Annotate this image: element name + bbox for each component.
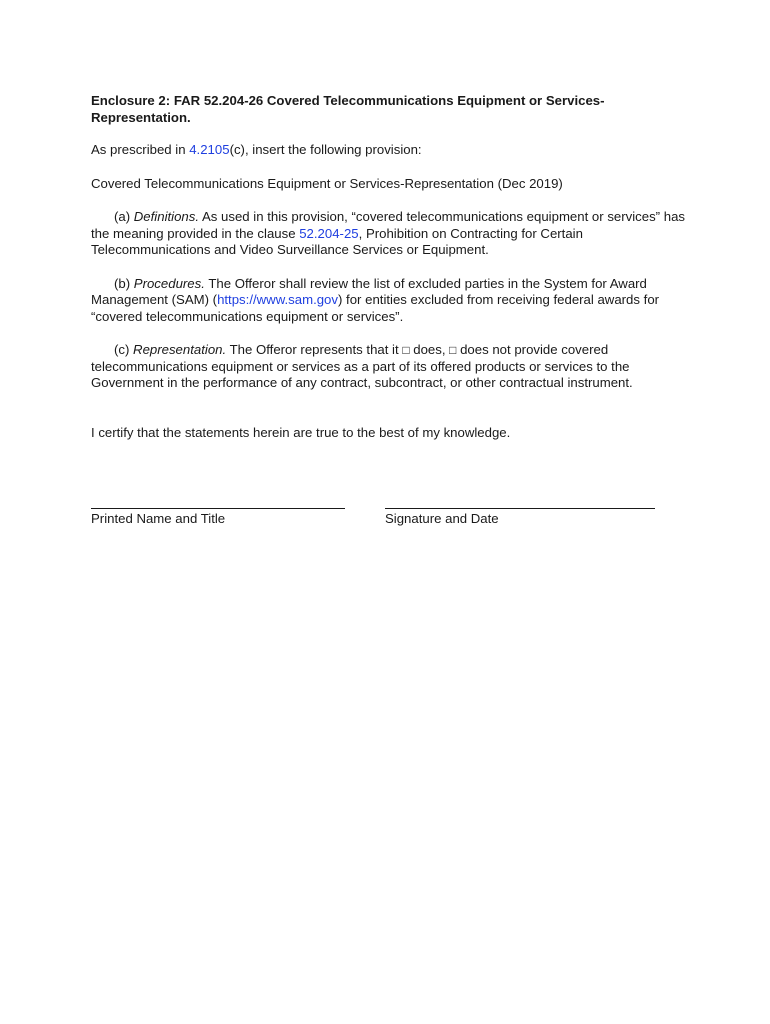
procedures-text: The Offeror shall review the list of excluded parties in the System for Award Management (SAM) (: [91, 275, 647, 307]
link-4-2105[interactable]: 4.2105: [189, 142, 230, 157]
procedures-paragraph: [91, 276, 691, 326]
does-not-checkbox[interactable]: □: [449, 343, 457, 357]
signature-label: Signature and Date: [385, 511, 499, 526]
link-52-204-25[interactable]: 52.204-25: [299, 225, 359, 241]
prescribed-after: (c), insert the following provision:: [229, 142, 422, 157]
prescribed-paragraph: [91, 142, 691, 159]
signature-row: [91, 492, 691, 532]
signature-line[interactable]: [385, 492, 655, 509]
representation-prefix: (c): [114, 342, 134, 357]
procedures-text-end: ) for entities excluded from receiving federal awards for “covered telecommunications equipment or services”.: [91, 292, 660, 324]
definitions-paragraph: [91, 209, 691, 259]
printed-name-line[interactable]: [91, 492, 345, 509]
prescribed-before: As prescribed in: [91, 142, 190, 157]
procedures-prefix: (b): [114, 275, 134, 291]
does-checkbox[interactable]: □: [402, 343, 410, 357]
definitions-text: As used in this provision, “covered telecommunications equipment or services” has the meaning provided in the clause: [91, 209, 685, 241]
representation-paragraph: [91, 342, 691, 392]
representation-term: Representation.: [133, 342, 227, 357]
printed-name-label: Printed Name and Title: [91, 511, 226, 526]
definitions-term: Definitions.: [133, 209, 200, 224]
certify-statement: I certify that the statements herein are true to the best of my knowledge.: [91, 424, 511, 440]
representation-text-1: The Offeror represents that it: [226, 342, 403, 357]
representation-text-3: does not provide covered telecommunications equipment or services as a part of its offered products or services to the Government in the performance of any contract, subcontract, or other contractual instrument.: [91, 342, 633, 390]
document-body: [91, 93, 691, 458]
link-sam-gov[interactable]: https://www.sam.gov: [217, 292, 338, 307]
definitions-text-end: , Prohibition on Contracting for Certain Telecommunications and Video Surveillance Services or Equipment.: [91, 225, 583, 257]
procedures-term: Procedures.: [133, 275, 205, 291]
printed-name-block: [91, 492, 345, 528]
provision-title: Covered Telecommunications Equipment or Services-Representation (Dec 2019): [91, 175, 563, 191]
definitions-prefix: (a): [114, 209, 134, 224]
signature-block: [385, 492, 655, 528]
document-heading: Enclosure 2: FAR 52.204-26 Covered Telecommunications Equipment or Services-Representation.: [91, 93, 605, 125]
representation-text-2: does,: [409, 342, 450, 357]
